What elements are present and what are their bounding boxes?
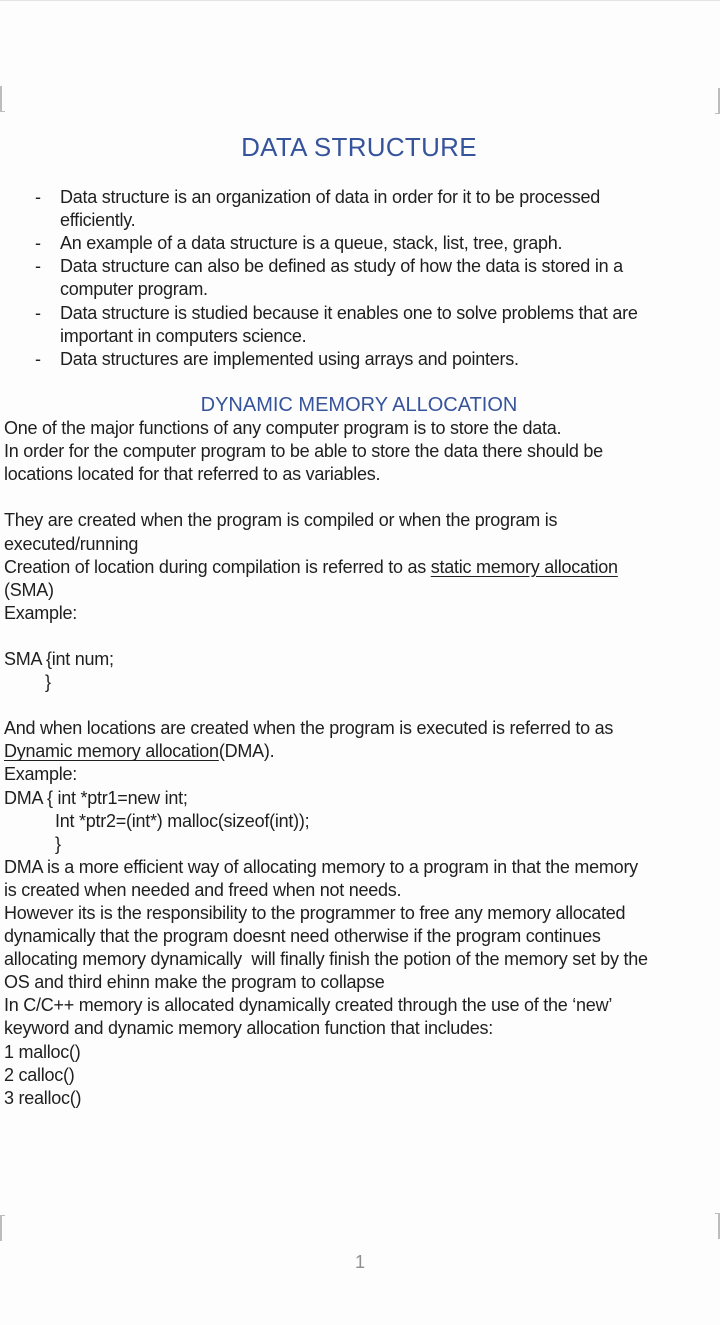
- text-segment: Creation of location during compilation is referred to as: [4, 556, 431, 577]
- page-number: 1: [354, 1252, 365, 1272]
- doc-line-body: [4, 856, 714, 879]
- page-corner-mark-bottom-left: [0, 1215, 5, 1241]
- doc-line-body: [4, 1041, 714, 1064]
- blank-line: [4, 163, 714, 186]
- doc-line-body: [4, 925, 714, 948]
- doc-line-body: [4, 948, 714, 971]
- doc-line-body: [4, 994, 714, 1017]
- bullet-dash-marker: -: [35, 256, 41, 277]
- text-segment: Data structure is an organization of data in order for it to be processed: [60, 187, 601, 208]
- text-segment: Example:: [4, 764, 78, 785]
- doc-line-bullet: [4, 186, 714, 209]
- doc-line-body: [4, 440, 714, 463]
- doc-line-body: [4, 717, 714, 740]
- doc-line-body: [4, 1017, 714, 1040]
- doc-line-body: [4, 971, 714, 994]
- bullet-dash-marker: -: [35, 187, 41, 208]
- text-segment: 3 realloc(): [4, 1087, 82, 1108]
- doc-line-body: [4, 1064, 714, 1087]
- doc-line-bullet-cont: [4, 325, 714, 348]
- text-segment: locations located for that referred to as variables.: [4, 464, 381, 485]
- doc-line-code-indent-2: [4, 833, 714, 856]
- text-segment: 2 calloc(): [4, 1064, 75, 1085]
- text-segment: DMA is a more efficient way of allocating memory to a program in that the memory: [4, 856, 638, 877]
- blank-line: [4, 625, 714, 648]
- doc-line-body: [4, 533, 714, 556]
- text-segment: DYNAMIC MEMORY ALLOCATION: [200, 393, 518, 416]
- text-segment: (DMA).: [218, 741, 275, 762]
- text-segment: dynamically that the program doesnt need otherwise if the program continues: [4, 926, 601, 947]
- doc-line-bullet-cont: [4, 278, 714, 301]
- doc-line-bullet: [4, 348, 714, 371]
- text-segment: executed/running: [4, 533, 139, 554]
- text-segment: Data structures are implemented using arrays and pointers.: [60, 348, 519, 369]
- text-segment: }: [55, 833, 61, 854]
- text-segment: Data structure can also be defined as study of how the data is stored in a: [60, 256, 623, 277]
- doc-line-body: [4, 417, 714, 440]
- doc-line-heading: [4, 394, 714, 417]
- doc-line-body: [4, 579, 714, 602]
- doc-line-body: [4, 740, 714, 763]
- text-segment: computer program.: [60, 279, 208, 300]
- doc-line-code-indent-1: [4, 671, 714, 694]
- doc-line-body: [4, 648, 714, 671]
- text-segment: (SMA): [4, 579, 54, 600]
- text-segment: And when locations are created when the program is executed is referred to as: [4, 718, 614, 739]
- blank-line: [4, 694, 714, 717]
- text-segment: In C/C++ memory is allocated dynamically created through the use of the ‘new’: [4, 995, 613, 1016]
- blank-line: [4, 371, 714, 394]
- doc-line-body: [4, 1087, 714, 1110]
- bullet-dash-marker: -: [35, 348, 41, 369]
- text-segment: 1 malloc(): [4, 1041, 81, 1062]
- text-segment: is created when needed and freed when not needs.: [4, 879, 402, 900]
- doc-line-bullet-cont: [4, 209, 714, 232]
- text-segment: An example of a data structure is a queue, stack, list, tree, graph.: [60, 233, 563, 254]
- text-segment: SMA {int num;: [4, 648, 114, 669]
- text-segment: They are created when the program is compiled or when the program is: [4, 510, 558, 531]
- doc-line-body: [4, 879, 714, 902]
- text-segment: Data structure is studied because it enables one to solve problems that are: [60, 302, 638, 323]
- text-segment: }: [45, 672, 51, 693]
- doc-line-body: [4, 902, 714, 925]
- blank-line: [4, 486, 714, 509]
- doc-line-code-indent-2: [4, 810, 714, 833]
- text-segment: OS and third ehinn make the program to collapse: [4, 972, 385, 993]
- page-corner-mark-bottom-right: [715, 1213, 720, 1239]
- text-segment: However its is the responsibility to the programmer to free any memory allocated: [4, 903, 626, 923]
- text-segment: In order for the computer program to be able to store the data there should be: [4, 441, 603, 462]
- doc-line-body: [4, 602, 714, 625]
- bullet-dash-marker: -: [35, 233, 41, 254]
- doc-line-bullet: [4, 255, 714, 278]
- doc-line-title: [4, 131, 714, 163]
- underlined-text: Dynamic memory allocation: [4, 741, 219, 762]
- text-segment: keyword and dynamic memory allocation function that includes:: [4, 1018, 494, 1039]
- text-segment: Example:: [4, 602, 78, 623]
- bullet-dash-marker: -: [35, 302, 41, 323]
- document-body: [0, 1, 720, 1110]
- text-segment: DMA { int *ptr1=new int;: [4, 787, 188, 808]
- doc-line-body: [4, 556, 714, 579]
- underlined-text: static memory allocation: [430, 556, 618, 577]
- text-segment: Int *ptr2=(int*) malloc(sizeof(int));: [55, 810, 310, 831]
- text-segment: important in computers science.: [60, 325, 307, 346]
- text-segment: One of the major functions of any computer program is to store the data.: [4, 418, 562, 439]
- doc-line-body: [4, 763, 714, 786]
- doc-line-bullet: [4, 302, 714, 325]
- doc-line-bullet: [4, 232, 714, 255]
- doc-line-body: [4, 463, 714, 486]
- text-segment: DATA STRUCTURE: [241, 132, 477, 162]
- text-segment: efficiently.: [60, 210, 136, 231]
- doc-line-body: [4, 509, 714, 532]
- text-segment: allocating memory dynamically will finally finish the potion of the memory set by the: [4, 949, 648, 970]
- doc-line-body: [4, 787, 714, 810]
